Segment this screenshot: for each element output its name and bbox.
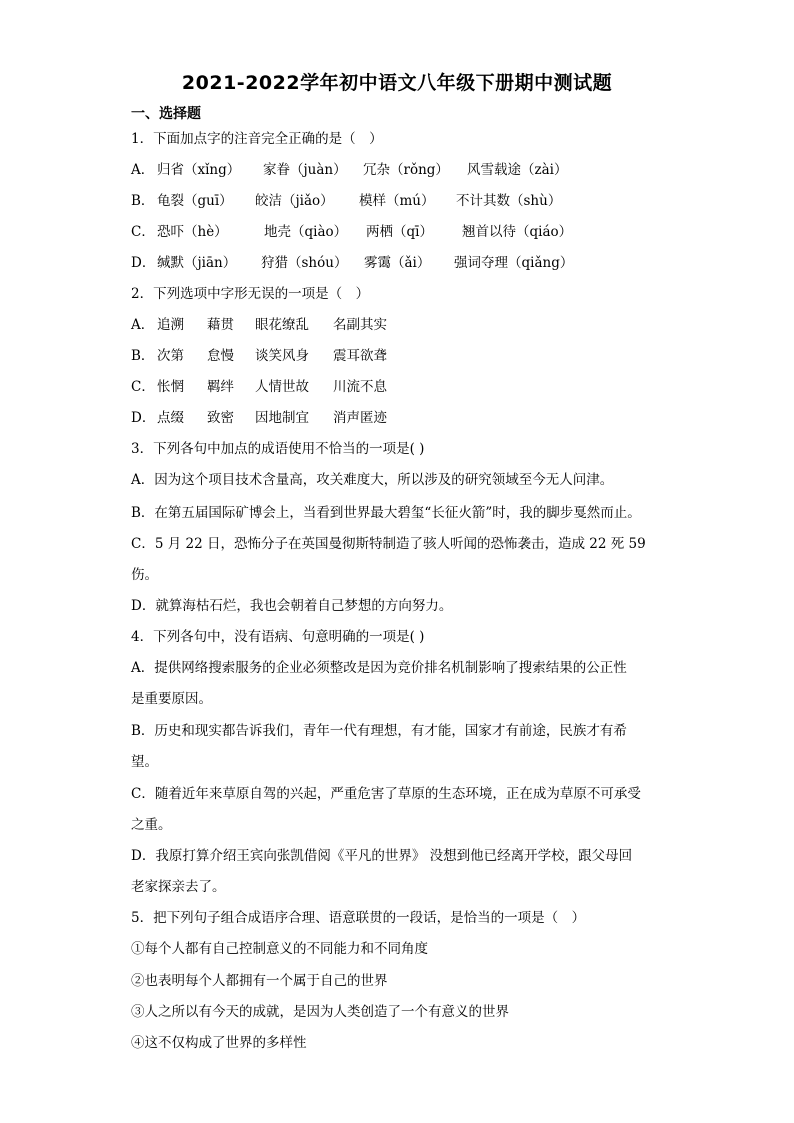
option-item: 怅惘 [157,379,184,395]
q3-option-b: B．在第五届国际矿博会上，当看到世界最大碧玺“长征火箭”时，我的脚步戛然而止。 [131,505,641,521]
q1-stem: 1．下面加点字的注音完全正确的是（ ） [131,131,383,147]
option-item: 因地制宜 [255,410,309,426]
option-item: 谈笑风身 [255,348,309,364]
q1-option-b [131,192,561,210]
option-item: 翘首以待（qiáo） [462,224,573,240]
option-item: 点缀 [157,410,184,426]
q4-option-a-cont: 是重要原因。 [131,691,212,707]
option-item: 归省（xǐng） [157,162,241,178]
q3-option-a: A．因为这个项目技术含量高，攻关难度大，所以涉及的研究领域至今无人问津。 [131,472,614,488]
q4-stem: 4．下列各句中，没有语病、句意明确的一项是( ) [131,629,425,645]
q3-option-c-cont: 伤。 [131,567,158,583]
q5-stem: 5．把下列句子组合成语序合理、语意联贯的一段话，是恰当的一项是（ ） [131,910,586,926]
option-item: 不计其数（shù） [456,193,562,209]
option-item: 模样（mú） [359,193,435,209]
option-item: 龟裂（guī） [157,193,233,209]
option-item: 次第 [157,348,184,364]
option-item: 狩猎（shóu） [261,255,348,271]
option-item: 人情世故 [255,379,309,395]
option-item: 追溯 [157,317,184,333]
q2-option-d [131,409,387,427]
option-label: C． [131,379,155,395]
q3-option-c: C．5 月 22 日，恐怖分子在英国曼彻斯特制造了骇人听闻的恐怖袭击，造成 22 死 59 [131,536,646,552]
q4-option-c-cont: 之重。 [131,817,172,833]
option-label: D． [131,255,156,271]
option-label: A． [131,317,155,333]
option-item: 地壳（qiào） [264,224,348,240]
q4-option-a: A．提供网络搜索服务的企业必须整改是因为竞价排名机制影响了搜索结果的公正性 [131,660,627,676]
option-item: 消声匿迹 [333,410,387,426]
option-item: 两栖（qī） [366,224,433,240]
option-item: 风雪载途（zài） [467,162,568,178]
option-item: 皎洁（jiǎo） [255,193,334,209]
option-item: 缄默（jiān） [157,255,237,271]
q4-option-b: B．历史和现实都告诉我们，青年一代有理想，有才能，国家才有前途，民族才有希 [131,723,627,739]
option-item: 雾霭（ǎi） [364,255,431,271]
option-item: 家眷（juàn） [263,162,347,178]
option-item: 藉贯 [207,317,234,333]
q1-option-d [131,254,573,272]
option-item: 名副其实 [333,317,387,333]
option-item: 强词夺理（qiǎng） [454,255,574,271]
q1-option-a [131,161,567,179]
q5-sentence-1: ①每个人都有自己控制意义的不同能力和不同角度 [131,941,428,957]
option-label: C． [131,224,155,240]
q4-option-b-cont: 望。 [131,754,158,770]
option-label: D． [131,410,156,426]
option-label: A． [131,162,155,178]
page-title: 2021-2022学年初中语文八年级下册期中测试题 [181,72,613,94]
q1-option-c [131,223,572,241]
q4-option-d-cont: 老家探亲去了。 [131,879,226,895]
q5-sentence-2: ②也表明每个人都拥有一个属于自己的世界 [131,973,388,989]
q2-stem: 2．下列选项中字形无误的一项是（ ） [131,286,370,302]
option-item: 恐吓（hè） [157,224,228,240]
option-item: 羁绊 [207,379,234,395]
option-item: 致密 [207,410,234,426]
option-item: 冗杂（rǒng） [363,162,449,178]
q3-stem: 3．下列各句中加点的成语使用不恰当的一项是( ) [131,441,425,457]
option-item: 震耳欲聋 [333,348,387,364]
q4-option-d: D．我原打算介绍王宾向张凯借阅《平凡的世界》 没想到他已经离开学校，跟父母回 [131,848,633,864]
q3-option-d: D．就算海枯石烂，我也会朝着自己梦想的方向努力。 [131,598,453,614]
q2-option-a [131,316,387,334]
option-label: B． [131,348,155,364]
q2-option-b [131,347,387,365]
section-heading: 一、选择题 [131,106,201,122]
option-item: 怠慢 [207,348,234,364]
q5-sentence-4: ④这不仅构成了世界的多样性 [131,1035,307,1051]
option-item: 川流不息 [333,379,387,395]
q4-option-c: C．随着近年来草原自驾的兴起，严重危害了草原的生态环境，正在成为草原不可承受 [131,786,641,802]
option-item: 眼花缭乱 [255,317,309,333]
option-label: B． [131,193,155,209]
q5-sentence-3: ③人之所以有今天的成就，是因为人类创造了一个有意义的世界 [131,1004,509,1020]
q2-option-c [131,378,387,396]
